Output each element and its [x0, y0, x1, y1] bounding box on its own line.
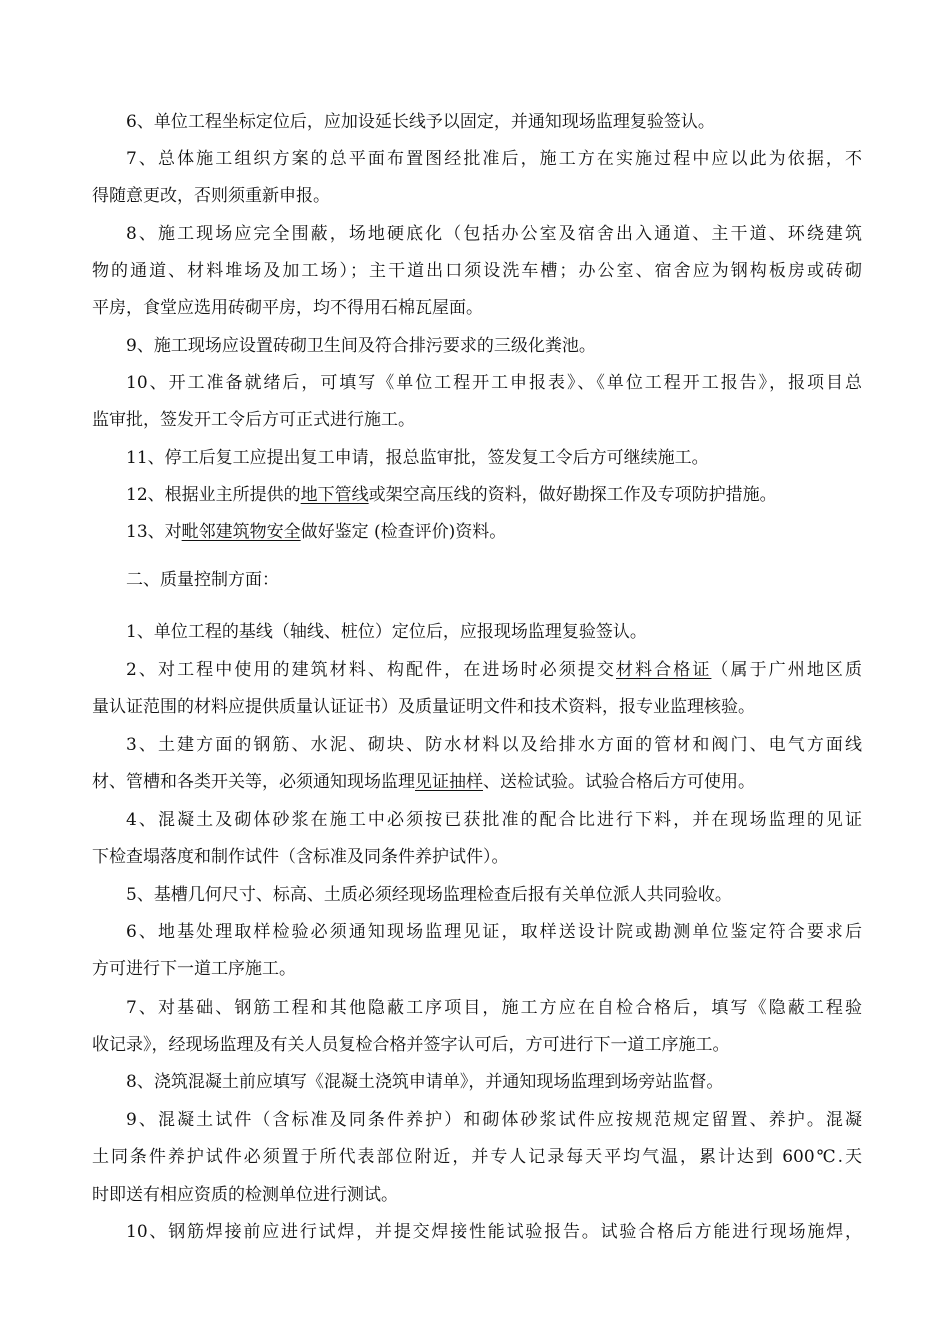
safety-item-13-text-b: 做好鉴定 (检查评价)资料。 — [300, 522, 507, 542]
underlined-term-underground-pipelines: 地下管线 — [300, 485, 369, 505]
safety-item-13-text-a: 13、对 — [126, 522, 182, 542]
safety-item-9: 9、施工现场应设置砖砌卫生间及符合排污要求的三级化粪池。 — [126, 336, 596, 356]
safety-item-8-line-2: 物的通道、材料堆场及加工场）；主干道出口须设洗车槽；办公室、宿舍应为钢构板房或砖砌 — [92, 261, 862, 281]
underlined-term-witness-sampling: 见证抽样 — [415, 772, 483, 792]
quality-item-2-text-b: （属于广州地区质 — [711, 660, 863, 680]
safety-item-10-line-2: 监审批，签发开工令后方可正式进行施工。 — [92, 410, 415, 430]
safety-item-8-line-3: 平房，食堂应选用砖砌平房，均不得用石棉瓦屋面。 — [92, 298, 483, 318]
quality-item-3-text-b: 、送检试验。试验合格后方可使用。 — [483, 772, 755, 792]
underlined-term-adjacent-building-safety: 毗邻建筑物安全 — [181, 522, 301, 542]
quality-item-6-line-1: 6、地基处理取样检验必须通知现场监理见证，取样送设计院或勘测单位鉴定符合要求后 — [126, 922, 862, 942]
quality-item-7-line-1: 7、对基础、钢筋工程和其他隐蔽工序项目，施工方应在自检合格后，填写《隐蔽工程验 — [126, 998, 862, 1018]
quality-item-4-line-1: 4、混凝土及砌体砂浆在施工中必须按已获批准的配合比进行下料，并在现场监理的见证 — [126, 810, 862, 830]
quality-item-5: 5、基槽几何尺寸、标高、土质必须经现场监理检查后报有关单位派人共同验收。 — [126, 885, 732, 905]
safety-item-12-text-a: 12、根据业主所提供的 — [126, 485, 301, 505]
safety-item-7-line-2: 得随意更改，否则须重新申报。 — [92, 186, 330, 206]
quality-item-1: 1、单位工程的基线（轴线、桩位）定位后，应报现场监理复验签认。 — [126, 622, 647, 642]
safety-item-11: 11、停工后复工应提出复工申请，报总监审批，签发复工令后方可继续施工。 — [126, 448, 709, 468]
quality-item-2-text-a: 2、对工程中使用的建筑材料、构配件，在进场时必须提交 — [126, 660, 616, 680]
quality-item-2-line-1 — [126, 658, 862, 682]
safety-item-8-line-1: 8、施工现场应完全围蔽，场地硬底化（包括办公室及宿舍出入通道、主干道、环绕建筑 — [126, 224, 862, 244]
quality-item-9-line-3: 时即送有相应资质的检测单位进行测试。 — [92, 1185, 398, 1205]
safety-item-7-line-1: 7、总体施工组织方案的总平面布置图经批准后，施工方在实施过程中应以此为依据，不 — [126, 149, 862, 169]
quality-item-9-line-2: 土同条件养护试件必须置于所代表部位附近，并专人记录每天平均气温，累计达到 600℃.天 — [92, 1147, 862, 1167]
safety-item-12 — [126, 483, 862, 507]
safety-item-10-line-1: 10、开工准备就绪后，可填写《单位工程开工申报表》、《单位工程开工报告》，报项目总 — [126, 373, 862, 393]
underlined-term-material-certificate: 材料合格证 — [616, 660, 712, 680]
quality-item-8: 8、浇筑混凝土前应填写《混凝土浇筑申请单》，并通知现场监理到场旁站监督。 — [126, 1072, 724, 1092]
safety-item-13 — [126, 520, 862, 544]
safety-item-6: 6、单位工程坐标定位后，应加设延长线予以固定，并通知现场监理复验签认。 — [126, 112, 715, 132]
safety-item-12-text-b: 或架空高压线的资料，做好勘探工作及专项防护措施。 — [368, 485, 777, 505]
quality-item-2-line-2: 量认证范围的材料应提供质量认证证书）及质量证明文件和技术资料，报专业监理核验。 — [92, 697, 755, 717]
quality-item-6-line-2: 方可进行下一道工序施工。 — [92, 959, 296, 979]
quality-item-9-line-1: 9、混凝土试件（含标准及同条件养护）和砌体砂浆试件应按规范规定留置、养护。混凝 — [126, 1110, 862, 1130]
quality-item-4-line-2: 下检查塌落度和制作试件（含标准及同条件养护试件）。 — [92, 847, 509, 867]
quality-item-3-text-a: 材、管槽和各类开关等，必须通知现场监理 — [92, 772, 415, 792]
section-heading-quality-control: 二、质量控制方面： — [126, 570, 279, 590]
quality-item-7-line-2: 收记录》，经现场监理及有关人员复检合格并签字认可后，方可进行下一道工序施工。 — [92, 1035, 730, 1055]
quality-item-3-line-2 — [92, 770, 862, 794]
quality-item-10-line-1: 10、钢筋焊接前应进行试焊，并提交焊接性能试验报告。试验合格后方能进行现场施焊， — [126, 1222, 862, 1242]
quality-item-3-line-1: 3、土建方面的钢筋、水泥、砌块、防水材料以及给排水方面的管材和阀门、电气方面线 — [126, 735, 862, 755]
